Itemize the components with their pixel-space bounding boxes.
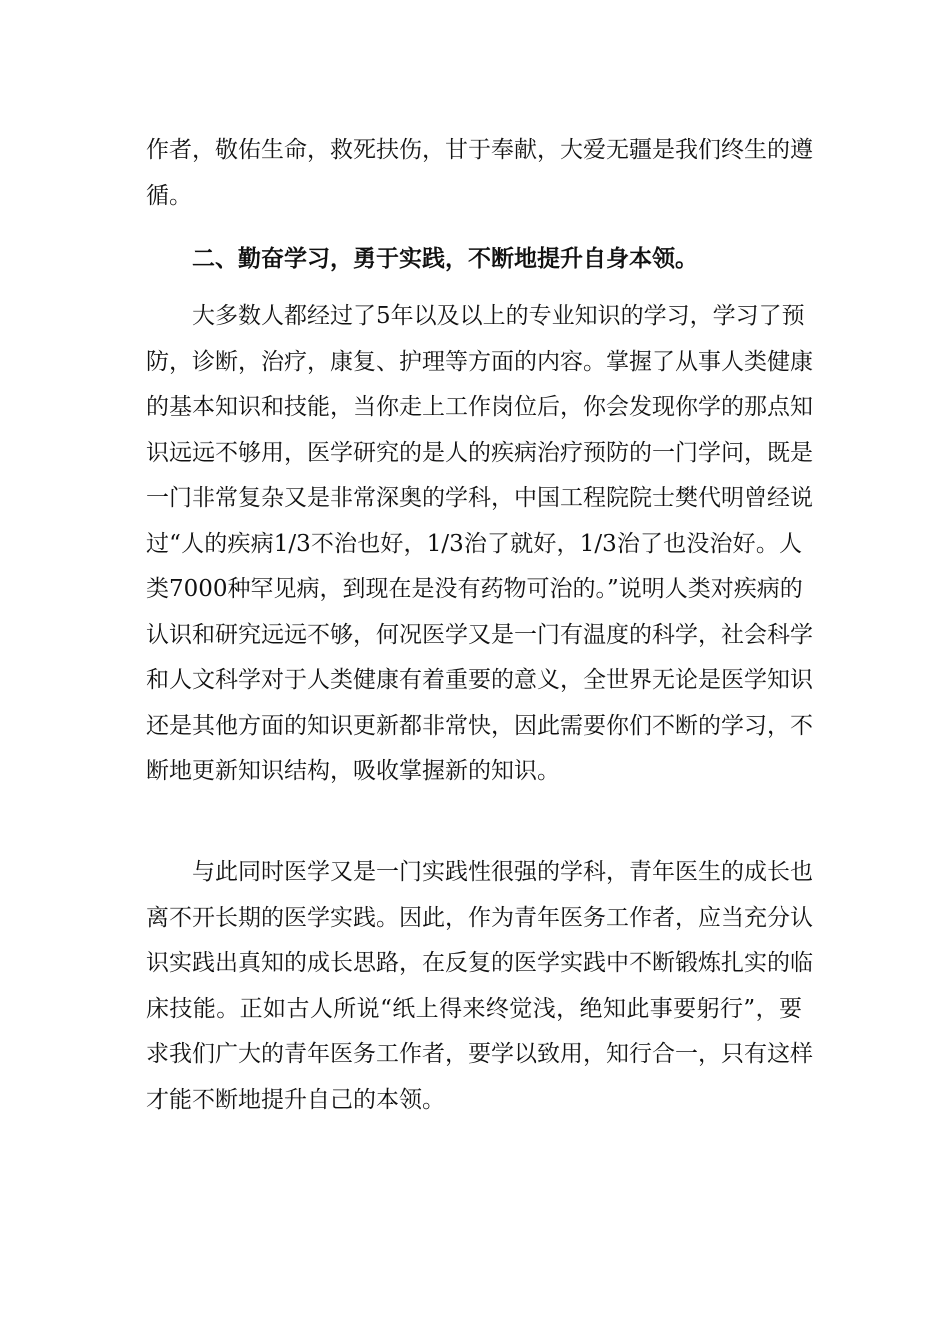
text-line: 的基本知识和技能，当你走上工作岗位后，你会发现你学的那点知	[146, 394, 813, 420]
text-line: 断地更新知识结构，吸收掌握新的知识。	[146, 758, 560, 784]
text-line: 和人文科学对于人类健康有着重要的意义，全世界无论是医学知识	[146, 667, 813, 693]
text-line: 与此同时医学又是一门实践性很强的学科，青年医生的成长也	[192, 859, 813, 885]
paragraph-practice	[146, 850, 813, 1123]
text-line: 离不开长期的医学实践。因此，作为青年医务工作者，应当充分认	[146, 904, 813, 931]
text-line: 识实践出真知的成长思路，在反复的医学实践中不断锻炼扎实的临	[146, 950, 813, 976]
section-heading	[146, 236, 802, 282]
text-line: 床技能。正如古人所说“纸上得来终觉浅，绝知此事要躬行”，要	[146, 995, 802, 1022]
text-line: 认识和研究远远不够，何况医学又是一门有温度的科学，社会科学	[146, 621, 813, 648]
text-line: 识远远不够用，医学研究的是人的疾病治疗预防的一门学问，既是	[146, 439, 813, 466]
paragraph-study	[146, 294, 813, 795]
text-line: 循。	[146, 182, 192, 209]
text-line: 防，诊断，治疗，康复、护理等方面的内容。掌握了从事人类健康	[146, 348, 813, 375]
text-line: 还是其他方面的知识更新都非常快，因此需要你们不断的学习，不	[146, 712, 813, 739]
text-line: 过“人的疾病1/3不治也好，1/3治了就好，1/3治了也没治好。人	[146, 530, 802, 557]
continuation-paragraph	[146, 128, 813, 219]
text-line: 作者，敬佑生命，救死扶伤，甘于奉献，大爱无疆是我们终生的遵	[146, 137, 813, 163]
text-line: 才能不断地提升自己的本领。	[146, 1086, 445, 1113]
text-line: 求我们广大的青年医务工作者，要学以致用，知行合一，只有这样	[146, 1041, 813, 1067]
heading-text: 二、勤奋学习，勇于实践，不断地提升自身本领。	[192, 245, 698, 272]
text-line: 一门非常复杂又是非常深奥的学科，中国工程院院士樊代明曾经说	[146, 485, 813, 511]
text-line: 类7000种罕见病，到现在是没有药物可治的。”说明人类对疾病的	[146, 576, 803, 602]
text-line: 大多数人都经过了5年以及以上的专业知识的学习，学习了预	[192, 303, 805, 329]
